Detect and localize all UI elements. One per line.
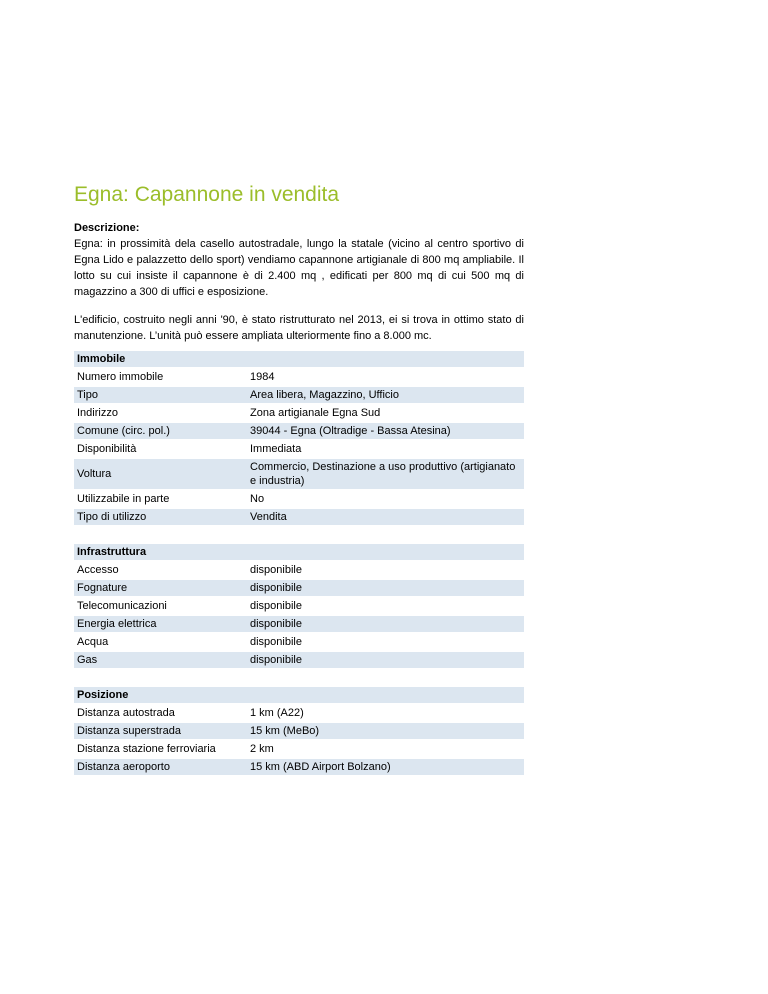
row-value: disponibile [247, 652, 524, 668]
row-label: Telecomunicazioni [74, 598, 247, 614]
row-label: Fognature [74, 580, 247, 596]
row-label: Voltura [74, 459, 247, 489]
table-row [74, 759, 524, 775]
row-value: 15 km (ABD Airport Bolzano) [247, 759, 524, 775]
row-value: disponibile [247, 598, 524, 614]
row-value: Area libera, Magazzino, Ufficio [247, 387, 524, 403]
table-row [74, 705, 524, 721]
immobile-heading: Immobile [74, 351, 524, 367]
row-value: disponibile [247, 616, 524, 632]
table-row [74, 509, 524, 525]
row-label: Utilizzabile in parte [74, 491, 247, 507]
posizione-table [74, 685, 524, 777]
row-value: 1 km (A22) [247, 705, 524, 721]
row-value: No [247, 491, 524, 507]
description-paragraph-1: Egna: in prossimità dela casello autostradale, lungo la statale (vicino al centro sportivo di Egna Lido e palazzetto dello sport) vendiamo capannone artigianale di 800 mq ampliabile. Il lotto su cui insiste il capannone è di 2.400 mq , edificati per 800 mq di cui 500 mq di magazzino a 300 di uffici e esposizione. [74, 238, 524, 298]
table-row [74, 441, 524, 457]
row-label: Energia elettrica [74, 616, 247, 632]
row-label: Gas [74, 652, 247, 668]
description-label: Descrizione: [74, 222, 140, 234]
table-row [74, 723, 524, 739]
description-paragraph-2: L'edificio, costruito negli anni '90, è stato ristrutturato nel 2013, ei si trova in ottimo stato di manutenzione. L’unità può essere ampliata ulteriormente fino a 8.000 mc. [74, 314, 524, 342]
row-label: Distanza autostrada [74, 705, 247, 721]
row-value: 2 km [247, 741, 524, 757]
row-label: Accesso [74, 562, 247, 578]
row-label: Acqua [74, 634, 247, 650]
table-row [74, 741, 524, 757]
row-label: Distanza aeroporto [74, 759, 247, 775]
row-value: Commercio, Destinazione a uso produttivo (artigianato e industria) [247, 459, 524, 489]
row-label: Numero immobile [74, 369, 247, 385]
row-value: Vendita [247, 509, 524, 525]
table-row [74, 562, 524, 578]
row-value: Zona artigianale Egna Sud [247, 405, 524, 421]
row-label: Distanza superstrada [74, 723, 247, 739]
table-row [74, 580, 524, 596]
row-value: disponibile [247, 562, 524, 578]
row-label: Indirizzo [74, 405, 247, 421]
row-label: Comune (circ. pol.) [74, 423, 247, 439]
table-row [74, 634, 524, 650]
row-label: Tipo [74, 387, 247, 403]
row-label: Distanza stazione ferroviaria [74, 741, 247, 757]
immobile-table [74, 349, 524, 527]
table-row [74, 459, 524, 489]
infrastruttura-heading: Infrastruttura [74, 544, 524, 560]
table-row [74, 598, 524, 614]
row-value: 15 km (MeBo) [247, 723, 524, 739]
table-row [74, 652, 524, 668]
row-value: 1984 [247, 369, 524, 385]
table-row [74, 491, 524, 507]
infrastruttura-table [74, 542, 524, 670]
table-row [74, 405, 524, 421]
row-value: 39044 - Egna (Oltradige - Bassa Atesina) [247, 423, 524, 439]
row-value: Immediata [247, 441, 524, 457]
row-value: disponibile [247, 634, 524, 650]
page-title: Egna: Capannone in vendita [74, 183, 340, 206]
row-label: Tipo di utilizzo [74, 509, 247, 525]
row-value: disponibile [247, 580, 524, 596]
table-row [74, 369, 524, 385]
posizione-heading: Posizione [74, 687, 524, 703]
table-row [74, 423, 524, 439]
table-row [74, 616, 524, 632]
table-row [74, 387, 524, 403]
row-label: Disponibilità [74, 441, 247, 457]
